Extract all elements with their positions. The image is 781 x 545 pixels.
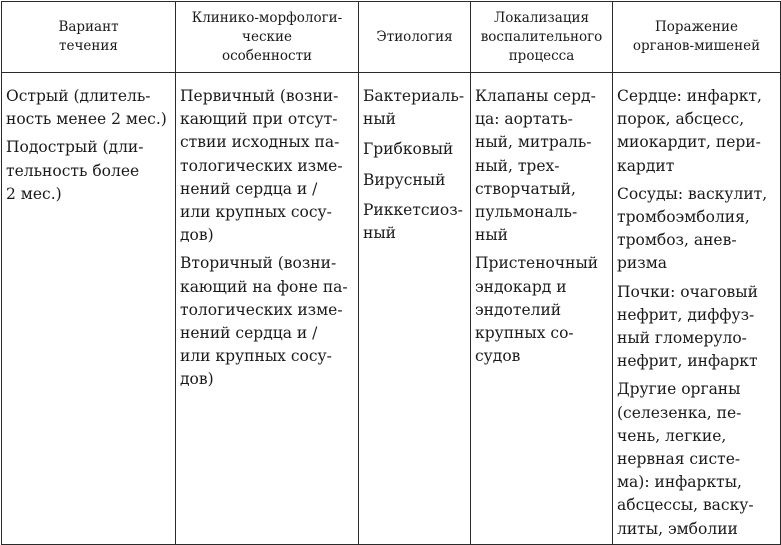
target-organs-kidneys: Почки: очаговый нефрит, диффуз- ный гломеруло- нефрит, инфаркт	[617, 282, 758, 371]
header-localization	[471, 2, 613, 73]
header-etiology-text: Этиология	[376, 28, 453, 45]
cell-course-variant	[2, 73, 176, 545]
target-organs-vessels: Сосуды: васкулит, тромбоэмболия, тромбоз, анев- ризма	[617, 184, 768, 273]
header-row	[2, 2, 781, 73]
etiology-fungal: Грибковый	[363, 140, 454, 159]
target-organs-heart: Сердце: инфаркт, порок, абсцесс, миокардит, пери- кардит	[617, 87, 762, 175]
header-localization-text: Локализация воспалительного процесса	[480, 9, 603, 64]
cell-etiology	[359, 73, 471, 545]
localization-parietal: Пристеночный эндокард и эндотелий крупных со- судов	[475, 254, 599, 366]
table-row	[2, 73, 781, 545]
cell-target-organs	[613, 73, 781, 545]
header-course-variant	[2, 2, 176, 73]
cell-clinical-morphology	[176, 73, 359, 545]
etiology-rickettsial: Риккетсиоз- ный	[363, 200, 463, 243]
target-organs-other: Другие органы (селезенка, пе- чень, легкие, нервная систе- ма): инфаркты, абсцессы, васку- литы, эмболии	[617, 380, 754, 538]
clinical-morphology-secondary: Вторичный (возни- кающий на фоне па- тологических изме- нений сердца и / или крупных сосу- дов)	[180, 254, 348, 389]
header-course-variant-text: Вариант течения	[58, 19, 119, 54]
localization-valves: Клапаны серд- ца: аортать- ный, митраль- ный, трех- створчатый, пульмональ- ный	[475, 87, 596, 245]
header-target-organs	[613, 2, 781, 73]
course-variant-subacute: Подострый (дли- тельность более 2 мес.)	[6, 138, 144, 203]
clinical-morphology-primary: Первичный (возни- кающий при отсут- ствии исходных па- тологических изме- нений сердца и / или крупных сосу- дов)	[180, 87, 343, 245]
etiology-bacterial: Бактериаль- ный	[363, 87, 465, 129]
header-target-organs-text: Поражение органов-мишеней	[632, 19, 761, 54]
header-clinical-morphology	[176, 2, 359, 73]
header-clinical-morphology-text: Клинико-морфологи- ческие особенности	[191, 9, 343, 64]
classification-table	[1, 1, 781, 545]
cell-localization	[471, 73, 613, 545]
header-etiology	[359, 2, 471, 73]
course-variant-acute: Острый (длитель- ность менее 2 мес.)	[6, 87, 167, 129]
etiology-viral: Вирусный	[363, 170, 446, 189]
